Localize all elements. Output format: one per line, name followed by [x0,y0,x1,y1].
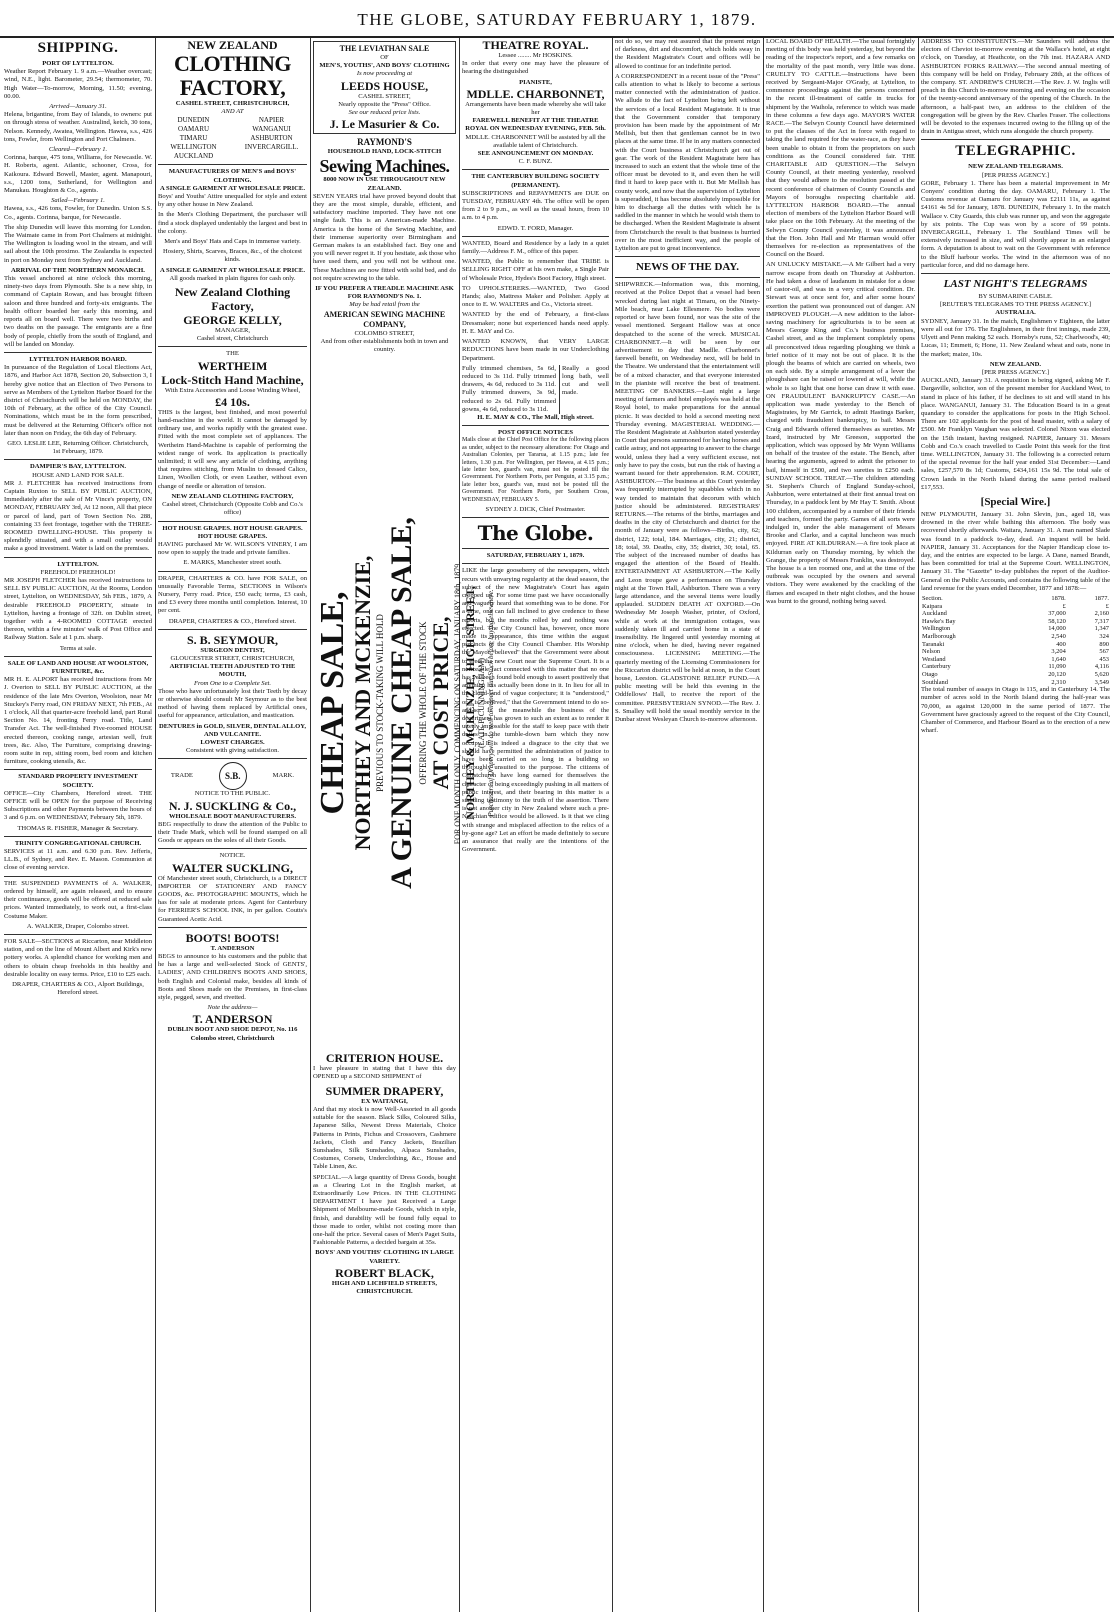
land-revenue-table [921,595,1110,686]
really-text: Really a good long bath, well cut and well made. [559,365,609,414]
see-announcement: SEE ANNOUNCEMENT ON MONDAY. [477,150,594,158]
table-cell: 400 [1056,640,1066,648]
table-cell: 567 [1099,648,1109,656]
see-lists: See our reduced price lists. [348,109,421,117]
prefer-text: IF YOU PREFER A TREADLE MACHINE ASK FOR RAYMOND'S No. 1. [315,285,454,301]
table-row [921,641,1110,649]
cheap-sale-heading: CHEAP SALE, [314,591,351,815]
separator [462,563,609,564]
ready-text: In the Men's Clothing Department, the purchaser will find a stock displayed undeniably the largest and best in the colony. [158,211,307,235]
table-cell: Taranaki [922,640,945,648]
raymond-heading: RAYMOND'S [357,137,412,148]
separator [4,769,152,770]
separator [158,571,307,572]
purchasers-text: Purchasers of Drapery will do well to inspect our Stock before buying elsewhere. [487,589,495,817]
table-header-row [921,595,1110,603]
single-garment: A SINGLE GARMENT AT WHOLESALE PRICE. [160,184,305,192]
town: NAPIER [258,116,285,125]
freehold-text: MR JOSEPH FLETCHER has received instructions to SELL BY PUBLIC AUCTION, At the Rooms, London street, Lyttelton, on WEDNESDAY, 5th FEB., 1879, A desirable FREEHOLD PROPERTY, situate in Lyttelton, having a frontage of 32ft. on Dublin street, together with a 4-ROOMED COTTAGE erected thereon, within a few minutes' walk of Post Office and Railway Station. Sale at 1 p.m. sharp. [4,576,152,642]
offering-text: OFFERING THE WHOLE OF THE STOCK [418,621,428,785]
arrived-text: Helena, brigantine, from Bay of Islands, to owners: put on through stress of weather. Australind, ketch, 30 tons, Nelson. Kennedy, Awatea, Wellington. Hawea, s.s., 426 tons, Fowler, from Wellington and Port Chalmers. [4,111,152,143]
criterion-text: I have pleasure in stating that I have this day OPENED up a SECOND SHIPMENT of [313,1065,456,1081]
masurier-name: J. Le Masurier & Co. [329,117,440,132]
mark-label: MARK. [272,772,295,780]
table-cell: 5,620 [1094,670,1109,678]
table-cell: 58,120 [1048,617,1066,625]
seymour-heading: S. B. SEYMOUR, [186,632,278,647]
genuine-heading: A GENUINE CHEAP SALE, [385,517,418,889]
sections-text: FOR SALE—SECTIONS at Riccarton, near Middleton station, and on the line of Mount Albert and Kirk's new pottery works. A splendid chance for working men and others to obtain cheap freeholds in this healthy and desirable locality on easy terms. Price, £10 to £25 each. [4,937,152,978]
table-header-cell: 1877. [1094,594,1109,602]
leader-continued: not do so, we may rest assured that the present reign of darkness, dirt and discomfort, which holds sway in the Resident Magistrate's Court and offices will be allowed to continue for an indefinite period. [615,38,760,70]
telegraphic-heading: TELEGRAPHIC. [955,143,1076,160]
last-night-heading: LAST NIGHT'S TELEGRAMS [943,278,1088,291]
kelly-name: GEORGE KELLY, [183,313,282,328]
separator [4,459,152,460]
leviathan-heading: THE LEVIATHAN SALE [339,44,430,53]
table-cell: 3,549 [1094,678,1109,686]
agents-text: And from other establishments both in town and country. [320,337,449,354]
globe-masthead: The Globe. [477,521,594,546]
table-row [921,618,1110,626]
news-text-3: AN UNLUCKY MISTAKE.—A Mr Gilbert had a very narrow escape from death on Thursday at Ashburton. He had taken a dose of laudanum in mistake for a dose of castor-oil, and was in a very critical condition. Dr. Stewart was at once sent for, and after some hours' exertion the patient was pronounced out of danger. AN IMPROVED PLOUGH.—A new addition to the labor-saving machinery for agriculturists is to be seen at Messrs George King and Co.'s business premises, Cashel street, and as the implement completely opens all preconceived ideas regarding ploughing we think a brief notice of it may not be out of place. It is the plough the beams of which are carried on wheels, two on each side. By a simple arrangement of a lever the ploughshare can be raised or lowered at will, while the whole is so light that one horse can draw it with ease. ON FRAUDULENT BANKRUPTCY CASE.—An application was made yesterday to the Bench of Magistrates, by Mr Garrick, to admit Hastings Barker, charged with fraudulent bankruptcy, to bail. Messrs Craig and Edwards offered themselves as sureties. Mr Izard, instructed by Mr Greeson, supported the application, which was opposed by Mr Wynn Williams on behalf of the trustee of the estate. The Bench, after hearing the arguments, agreed to admit the prisoner to bail, himself in £500, and two sureties in £250 each. SUNDAY SCHOOL TREAT.—The children attending St. Stephen's Church of England Sunday-school, Ashburton, were entertained at their first annual treat on Thursday, in a paddock lent by Mr Hay T. Smith. About 100 children, accompanied by a number of their friends and teachers, formed the party. Games of all sorts were indulged in, under the able management of Messrs Brooke and Clarke, and a capital luncheon was much enjoyed. FIRE AT KILDURRAN.—A fire took place at Kildurran early on Thursday morning, by which the Grange, the property of Messrs Franklin, was destroyed. The house is a ten roomed one, and at the time of the outbreak was occupied by the owners and several visitors. They were awakened by the crackling of the flames and escaped in their night clothes, and the house was burnt to the ground, nothing being saved. [766,261,915,605]
weather-report: Weather Report February 1. 9 a.m.—Weather overcast; wind, N.E., light. Barometer, 29.54; thermometer, 70. High Water—To-morrow, Morning, 11.50; evening, 00.00. [4,68,152,100]
dampier-sub: HOUSE AND LAND FOR SALE. [32,471,124,479]
column-rule [310,38,311,1612]
pianiste-text: PIANISTE, [519,78,552,86]
separator [615,277,760,278]
freehold-heading: FREEHOLD! FREEHOLD! [40,568,116,576]
column-rule [918,38,919,1612]
column-rule [612,38,613,1612]
boots-text: BEGS to announce to his customers and the public that he has a large and well-selected Stock of GENTS', LADIES', AND CHILDREN'S BOOTS AND SHOES, both English and Colonial make, besides all kinds of Boots and Shoes made on the Premises, in first-class style, pegged, sewn, and rivetted. [158,953,307,1002]
colombo-street: COLOMBO STREET, [354,329,415,337]
building-text: OFFICE—City Chambers, Hereford street. THE OFFICE will be OPEN for the purpose of Receiving Subscriptions and other Payments between the hours of 3 and 6 p.m. on WEDNESDAY, February 5th, 1879. [4,789,152,822]
boots-heading: BOOTS! BOOTS! [185,930,280,945]
nz-telegrams-heading: NEW ZEALAND TELEGRAMS. [968,163,1063,171]
table-cell: Marlborough [922,632,956,640]
special-text: SPECIAL.—A large quantity of Dress Goods, bought as a Clearing Lot in the English market, at Extraordinarily Low Prices. IN THE CLOTHING DEPARTMENT I have just Received a Large Shipment of Melbourne-made Goods, which in style, finish, and durability will be found fully equal to those made to order, whilst not costing more than one-half the price. Several cases of Men's Paget Suits, Fashionable Patterns, a decided bargain at 35s. [313,1173,456,1247]
separator [615,256,760,257]
town: TIMARU [179,134,208,143]
ex-waitangi: EX WAITANGI, [361,1097,408,1105]
table-cell: 324 [1099,632,1109,640]
grapes-sign: E. MARKS, Manchester street south. [183,559,282,567]
news-of-the-day-heading: NEWS OF THE DAY. [635,261,740,274]
separator [158,164,307,165]
cleared-heading: Cleared—February 1. [48,146,108,154]
separator [921,273,1110,274]
leader-text: LIKE the large gooseberry of the newspapers, which recurs with unvarying regularity at the dead season, the subject of the new Magistrate's Court has again cropped up. For some time past we have occasionally and vaguely heard that something was to be done. For a time, one can fall inclined to give credence to these reports, but the months rolled by and nothing was effected. The City Council has, however, once more made its appearance, this time within the august precincts of the City Council Chamber. His Worship the Mayor "believed" that the Government were about to erect the new Court near the Supreme Court. It is a noticeable fact connected with this matter that no one has yet been found bold enough to assert positively that anything has actually been done in it. In lieu for all in the cloud-land of vague conjecture; it is "understood," or it is "believed," that the Government intend to do so-and-so. In the meanwhile the business of the department has grown to such an extent as to render it utterly impossible for the staff to keep pace with their duties in the tumble-down barn which they now occupy. It is indeed a disgrace to the city that we should have permitted the administration of justice to have been carried on so long in a building so thoroughly unsuited to the purpose. The citizens of Christchurch have long earned for themselves the character of being exceedingly pushing in all matters of public interest, and their bearing in this matter is a standing testimony to the truth of the assertion. There is not another city in New Zealand where such a pre-Noachian edifice would be allowed. Is it that we cling with strange and misplaced affection to the relics of a by-gone age? Let an effort be made definitely to secure an assurance that really are the intentions of the Government. [462,567,609,854]
separator [4,876,152,877]
lockstitch-heading: Lock-Stitch Hand Machine, [161,372,304,387]
column-1 [4,38,152,1612]
separator [158,346,307,347]
assisted-text: MDLLE. CHARBONNET Will be assisted by all the available talent of Christchurch. [465,133,606,149]
suspended-text: THE SUSPENDED PAYMENTS of A. WALKER, ordered by himself, are again released, and to ensure their continuance, goods will be offered at reduced sale prices. Wanted immediately, to work out, a first-class Costume Maker. [4,879,152,920]
table-cell: Auckland [922,610,947,618]
table-cell: Nelson [922,648,941,656]
cashel-street: CASHEL STREET, [358,92,411,100]
nzcf2-heading: NEW ZEALAND CLOTHING FACTORY, [171,492,294,500]
nzcf-heading: New Zealand Clothing Factory, [174,285,291,314]
table-cell: 1,640 [1051,655,1066,663]
separator [4,836,152,837]
trade-mark-stamp: S.B. [219,762,247,790]
separator [4,557,152,558]
news-text-2: LOCAL BOARD OF HEALTH.—The usual fortnightly meeting of this body was held yesterday, but beyond the reading of the inspector's report, and a few remarks on the mortality of the past month, very little was done. CRUELTY TO CATTLE.—Instructions have been received by Sergeant-Major O'Grady, at Lyttelton, to commence proceedings against the persons concerned in the recent ill-treatment of cattle in trucks for shipment by the Waihola, reference to which was made in these columns a few days ago. MAYOR'S WATER RACE.—The Selwyn County Council have determined to put the clauses of the Act in force with regard to taking the land required for the water-race, as they have been unable to obtain it from the proprietors on such conditions as the Council considered fair. THE CHARITABLE AID QUESTION.—The Selwyn County Council, at their meeting yesterday, resolved that they would adhere to the resolution passed at the recent conference of chairmen of County Councils and Mayors of boroughs respecting charitable aid. LYTTELTON HARBOR BOARD.—The annual election of members of the Lyttelton Harbor Board will take place on the 10th February. At the meeting of the Selwyn County Council yesterday, it was announced that the Hon. John Hall and Mr Harman would offer themselves for re-election as representatives of the Council on the Board. [766,38,915,259]
table-cell: 2,160 [1094,610,1109,618]
post-office-heading: POST OFFICE NOTICES [498,429,573,437]
arrival-text: This vessel anchored at nine o'clock this morning, ninety-two days from Plymouth. She is a new ship, in command of Captain Rowan, and has brought fifteen saloon and three hundred and forty-six emigrants. The health officer boarded her early this morning, and reports all on board well. There were two births and two deaths on the passage. The emigrants are a fine body of people, chiefly from the south of England, and will be landed on Monday. [4,275,152,348]
shipping-heading: SHIPPING. [37,40,119,56]
black-name: ROBERT BLACK, [335,1265,434,1280]
post-office-sign: SYDNEY J. DICK, Chief Postmaster. [485,505,586,513]
lowest-charges: LOWEST CHARGES. [200,738,265,746]
separator [462,548,609,549]
wheel-text: With Extra Accessories and Loose Winding Wheel, [164,386,301,394]
news-text-4: ADDRESS TO CONSTITUENTS.—Mr Saunders will address the electors of Cheviot to-morrow evening at the Wallace's hotel, at eight o'clock, on Tuesday, at Heathcote, on the 7th inst. HAZARA AND ASHBURTON FORKS RAILWAY.—The second annual meeting of this company will be held on Friday, February 28th, at the offices of the company. ST. ANDREW'S CHURCH.—The Rev. J. W. Inglis will preach in this Church to-morrow morning and evening on the occasion of the twenty-second anniversary of the opening of the Church. In the afternoon, a half-past two, an address to the children of the congregation will be given by the Rev. Charles Fraser. The collections will be devoted to the expenses incurred owing to the filling up of the drain in Antigua street, which runs alongside the church property. [921,38,1110,136]
nm-address: NORTHEY & MCKENZIE, HIGH STREET, [463,586,477,820]
table-cell: Westland [922,655,946,663]
american-company: AMERICAN SEWING MACHINE COMPANY, [323,309,446,329]
table-row [921,679,1110,687]
press-agency: [PER PRESS AGENCY.] [981,171,1050,179]
suckling-text: BEG respectfully to draw the attention of the Public to their Trade Mark, which will be found stamped on all Goods or appears on the soles of all their Goods. [158,820,307,845]
masthead-title: THE GLOBE, SATURDAY FEBRUARY 1, 1879. [357,10,757,29]
separator [921,139,1110,140]
table-cell: 453 [1099,655,1109,663]
table-cell: £ [1062,602,1066,610]
sections-sign: DRAPER, CHARTERS & CO., Alport Buildings, Hereford street. [12,980,144,997]
separator [462,517,609,518]
chemises-list: Fully trimmed chemises, 5s 6d, reduced to 3s 11d. Fully trimmed drawers, 4s 6d, reduced to 3s 11d. Fully trimmed drawers, 3s 9d, reduced to 2s 6d. Fully trimmed gowns, 4s 6d, reduced to 3s 11d. [462,364,556,413]
dentist-title: SURGEON DENTIST, [200,646,265,654]
suspended-sign: A. WALKER, Draper, Colombo street. [26,922,130,930]
dampier-text: MR J. FLETCHER has received instructions from Captain Ruxton to SELL BY PUBLIC AUCTION, Immediately after the sale of Mr Vince's property, ON MONDAY, FEBRUARY 3rd, At 12 noon, All that piece or parcel of land, part of Town Section No. 288, containing 33 feet frontage, together with the THREE-ROOMED DWELLING-HOUSE. This property is splendidly situated, and with a small outlay would make a good investment. Water is laid on the premises. [4,479,152,553]
sailed-heading: Sailed—February 1. [51,197,105,205]
anderson-name: T. ANDERSON [210,944,255,952]
town: ASHBURTON [250,134,293,143]
draper-sign: DRAPER, CHARTERS & CO., Hereford street. [168,617,297,625]
building-society-heading: THE CANTERBURY BUILDING SOCIETY (PERMANENT). [471,173,600,189]
reuter-note: [REUTER'S TELEGRAMS TO THE PRESS AGENCY.] [939,301,1092,309]
table-cell: Hawke's Bay [922,617,956,625]
correspondent-text: A CORRESPONDENT in a recent issue of the "Press" calls attention to what is likely to become a serious matter connected with the administration of justice. We allude to the fact of Lyttelton being left without the services of a local Resident Magistrate. It is true that the Government consider that temporary provision has been made by the appointment of Mr Mellish, but then that gentleman cannot be in two places at the same time. If he in any matters connected with the Court business at Christchurch get out of gear. The work of the Resident Magistrate here has increased to such an extent that the whole time of the officer must be devoted to it, and even then he will find it hard to keep pace with it. But Mr Mellish has county work, and now that the supervision of Lyttelton is superadded, it has become absolutely impossible for him to discharge all the duties with which he is saddled in the manner in which he would wish them to be discharged. When the Resident Magistrate is absent from Christchurch the result is that business is hurried over in the most inefficient way, and the people of Lyttelton are put to great inconvenience. [615,72,760,253]
cleared-text: Corinna, barque, 475 tons, Williams, for Newcastle. W. H. Roberts, agent. Atlantic, schooner, Cross, for Kaikoura. Edward Bowell, Master, agent. Manapouri, s.s., 1200 tons, Sutherland, for Wellington and Manukau. Houghton & Co., agents. [4,154,152,195]
table-cell: Wellington [922,625,951,633]
dentist-text: Those who have unfortunately lost their Teeth by decay or otherwise should consult Mr Seymour as to the best method of having them replaced by Artificial ones, useful for appearance, articulation, and mastication. [158,687,307,720]
wanted-5: WANTED KNOWN, that VERY LARGE REDUCTIONS have been made in our Underclothing Department. [462,338,609,362]
table-cell: 20,120 [1048,670,1066,678]
artificial-teeth: ARTIFICIAL TEETH ADJUSTED TO THE MOUTH, [169,663,296,679]
anderson-name-2: T. ANDERSON [192,1012,273,1027]
suckling-sub: WHOLESALE BOOT MANUFACTURERS. [168,812,297,820]
australia-heading: AUSTRALIA. [995,309,1036,317]
wertheim-price: £4 10s. [215,394,250,409]
summer-drapery: SUMMER DRAPERY, [325,1083,444,1098]
port-heading: PORT OF LYTTELTON. [42,60,114,67]
clothing-factory-heading: CLOTHING FACTORY, [173,51,292,100]
trade-mark-row [158,762,307,790]
telegrams-text-2: The total number of assays in Otago is 115, and in Canterbury 14. The number of acres sold in the North Island during the half-year was 70,000, as against 120,000 in the same period of 1877. The Government have graciously agreed to the request of the City Council, Chamber of Commerce, and Harbour Board as to the erection of a new wharf. [921,686,1110,735]
address-note: Note the address— [207,1004,258,1012]
table-cell: Southland [922,678,948,686]
separator [462,169,609,170]
column-6 [766,38,915,1612]
harbour-sign: GEO. LESLIE LEE, Returning Officer. Christchurch, 1st February, 1879. [7,439,149,456]
order-text: In order that every one may have the pleasure of hearing the distinguished [462,60,609,76]
table-header-cell: 1878. [1051,594,1066,602]
late-text: (LATE P. CUNNINGHAM) [477,658,486,748]
special-wire-heading: [Special Wire.] [980,495,1051,508]
separator [158,927,307,928]
manager-title: MANAGER, [215,327,250,335]
in-use-text: 8000 NOW IN USE THROUGHOUT NEW ZEALAND. [323,176,446,192]
notice-public: NOTICE TO THE PUBLIC. [194,790,271,798]
table-cell: 37,000 [1048,610,1066,618]
table-cell: 2,310 [1051,678,1066,686]
separator [158,521,307,522]
criterion-text-2: And that my stock is now Well-Assorted in all goods suitable for the season. Black Silks, Coloured Silks, Japanese Silks, Newest Dress Materials, Choice Patterns in Prints, Fichus and Crossovers, Cashmere Jackets, Cloth and Fancy Jackets, Brazilian Sunshades, Silk Sunshades, Alpaca Sunshades, Costumes, Corsets, Underclothing, &c., House and Table Linen, &c. [313,1105,456,1171]
theatre-heading: THEATRE ROYAL. [482,38,589,52]
masthead [0,0,1114,38]
nzcf2-address: Cashel street, Christchurch (Opposite Cobb and Co.'s office) [162,501,303,517]
household-heading: HOUSEHOLD HAND, LOCK-STITCH [327,148,442,156]
table-cell: 890 [1099,640,1109,648]
dentist-from: From One to a Complete Set. [193,679,272,687]
arrival-heading: ARRIVAL OF THE NORTHERN MONARCH. [11,266,145,274]
raymond-text: SEVEN YEARS trial have proved beyond doubt that they are the most simple, durable, efficient, and satisfactory machine imported. They have not one single fault. This is an American-made Machine. America is the home of the Sewing Machine, and their immense superiority over Birmingham and German makes is an established fact. Buy one and you will never regret it. If you hesitate, ask those who have used them, and you will not be without one. These Machines are now fitted with solid bed, and do not require screwing to the table. [313,192,456,282]
dampier-heading: DAMPIER'S BAY, LYTTELTON. [29,463,126,471]
criterion-heading: CRITERION HOUSE. [325,1051,444,1066]
table-cell: 3,204 [1051,648,1066,656]
terms-text: Terms at sale. [59,644,97,652]
suckling-heading: N. J. SUCKLING & Co., [168,798,297,813]
factory-street: CASHEL STREET, CHRISTCHURCH, [175,100,290,107]
town: WELLINGTON [170,143,217,152]
column-rule [155,38,156,1612]
separator [4,352,152,353]
month-text: FOR ONE MONTH ONLY, COMMENCING ON SATURDAY, JANUARY 18th, 1879. [453,561,462,845]
trinity-text: SERVICES at 11 a.m. and 6.30 p.m. Rev. Jefferis, LL.B., of Sydney, and Rev. E. Mason. Communion at close of evening service. [4,848,152,872]
and-at: AND AT [221,108,244,116]
table-row [921,633,1110,641]
harbour-text: In pursuance of the Regulation of Local Elections Act, 1876, and Harbor Act 1878, Section 20, Subsection 3, I hereby give notice that an Election of Two Persons to serve as Members of the Lyttelton Harbor Board for the district of Christchurch will be held on MONDAY, the 10th of February, at the office of the City Council. Nominations, which must be in the form prescribed, must be delivered at the Returning Officer's office not later than noon on Friday, the 6th day of February. [4,364,152,437]
table-row [921,648,1110,656]
dentist-address: GLOUCESTER STREET, CHRISTCHURCH, [170,654,295,662]
separator [4,656,152,657]
may-co-sign: H. E. MAY & CO., The Mall, High street. [477,413,594,421]
may-be-had: May be had retail from the [349,301,420,309]
mfg-text: MANUFACTURERS OF MEN'S and BOYS' CLOTHING. [168,168,297,184]
wertheim-heading: WERTHEIM [197,358,268,373]
table-cell: 11,090 [1048,663,1066,671]
ford-sign: EDWD. T. FORD, Manager. [497,224,574,232]
separator [4,934,152,935]
telegrams-text: GORE, February 1. There has been a material improvement in Mr Conyers' condition during the day. OAMARU, February 1. The Customs revenue at Oamaru for January was £2111 11s, as against £4161 4s 5d for January, 1878. DUNEDIN, February 1. In the match Wallace v. City Guards, this club was runner up, and won the aggregate by six points. The Cup was won by a score of 99 points. INVERCARGILL, February 1. The Southland Times will be extensively increased in size, and will shortly appear in an enlarged form. A deputation is about to wait on the Government with reference to the Bluff harbour works. The wind in the afternoon was of no particular force, and did no damage here. [921,179,1110,269]
column-4 [462,38,609,1612]
woolston-text: MR H. E. ALPORT has received instructions from Mr J. Overton to SELL BY PUBLIC AUCTION, at the residence of the late Mrs Overton, Woolston, near Mr Stuckey's Ferry road, ON FRIDAY NEXT, 7th FEB., At 1 o'clock, All that quarter-acre freehold land, part Rural Section No. 14, fronting Ferry road. Title, Land Transfer Act. The well-finished Five-roomed HOUSE erected thereon, cooking range, artesian well, fruit trees, &c. Also, The Furniture, comprising drawing-room suite in rep, sitting room, bed room and kitchen furniture, cooking utensils, &c. [4,676,152,766]
column-rule [763,38,764,1612]
hats-text: Men's and Boys' Hats and Caps in immense variety. [164,238,301,246]
table-row [921,603,1110,611]
high-street: HIGH AND LICHFIELD STREETS, CHRISTCHURCH. [331,1279,438,1295]
column-2 [158,38,307,1612]
subscriptions-text: SUBSCRIPTIONS and REPAYMENTS are DUE on TUESDAY, FEBRUARY 4th. The office will be open from 2 to 9 p.m., as well as the usual hours, from 10 a.m. to 4 p.m. [462,189,609,222]
building-heading: STANDARD PROPERTY INVESTMENT SOCIETY. [18,773,138,789]
grapes-heading: HOT HOUSE GRAPES. HOT HOUSE GRAPES. HOT HOUSE GRAPES. [162,524,303,540]
column-5 [615,38,760,1612]
nz-heading: NEW ZEALAND [187,38,278,52]
separator [158,758,307,759]
trade-label: TRADE [170,772,193,780]
mens-clothing: MEN'S, YOUTHS', AND BOYS' CLOTHING [319,62,450,70]
australia-text: SYDNEY, January 31. In the match, Englishmen v Eighteen, the latter were all out for 176. The Englishmen, in their first innings, made 239, Ulyett and Penn making 52 each. Hornsby's runs, 52; Charlwood's, 40; Lucas, 11; Emmett, 6; Hone, 11. New Zealand wheat and oats, none in the market; maize, 10s. [921,317,1110,358]
table-row [921,671,1110,679]
table-cell: 2,540 [1051,632,1066,640]
separator [158,848,307,849]
building-sign: THOMAS R. FISHER, Manager & Secretary. [17,824,139,832]
table-row [921,610,1110,618]
opposite-text: Nearly opposite the "Press" Office. [338,100,431,108]
table-header-cell: Section. [922,594,943,602]
walter-text: Of Manchester street south, Christchurch, is a DIRECT IMPORTER OF STATIONERY AND FANCY GOODS, &c. PHOTOGRAPHIC MOUNTS, which he has for sale at moderate prices. Agent for Canterbury for FERRIER'S SCHOOL INK, in per gallon. Coutts's Guaranteed Acetic Acid. [158,874,307,923]
draper-text: DRAPER, CHARTERS & CO. have FOR SALE, on unusually Favorable Terms, SECTIONS in Wilson's Nursery, Ferry road. Price, £50 each; terms, £3 cash, and £3 every three months until completion. Interest, 10 per cent. [158,574,307,615]
table-cell: 14,000 [1048,625,1066,633]
separator [158,629,307,630]
wanted-4: WANTED by the end of February, a first-class Dressmaker; none but experienced hands need apply. H. E. MAY and Co. [462,311,609,335]
arrived-heading: Arrived—January 31. [49,103,107,111]
boys-clothing: BOYS' AND YOUTHS' CLOTHING IN LARGE VARIETY. [315,1249,454,1265]
column-7 [921,38,1110,1612]
table-cell: 7,317 [1094,617,1109,625]
table-row [921,663,1110,671]
dentures-text: DENTURES in GOLD, SILVER, DENTAL ALLOY, AND VULCANITE. [158,722,307,738]
submarine-heading: BY SUBMARINE CABLE. [978,293,1053,301]
nz-agency-2: [PER PRESS AGENCY.] [981,368,1050,376]
table-row [921,656,1110,664]
table-cell: Otago [922,670,938,678]
cheap-sale-ad [313,360,495,1050]
leeds-heading: LEEDS HOUSE, [340,78,429,93]
factory-address: Cashel street, Christchurch [196,335,269,343]
wanted-3: TO UPHOLSTERERS.—WANTED, Two Good Hands; also, Mattress Maker and Polisher. Apply at once to E. W. WALTERS and Co., Victoria street. [462,284,609,309]
town: INVERCARGILL. [244,143,299,152]
nz-text-2: AUCKLAND, January 31. A requisition is being signed, asking Mr F. Dargaville, solicitor, son of the present member for Auckland West, to stand in place of his father, if he declines to sit and will stand in his place. WANGANUI, January 31. The Education Board is in a great quandary to consider the applications for posts in the High School. There are 102 applicants for the post of head master, with a salary of £500. Mr Franklyn Vaughan was selected. Colonel Nixon was elected on the 15th instant, having resigned. NAPIER, January 31. Messrs Cobb and Co.'s coach travelled to Castle Point this week for the first time. WELLINGTON, January 31. The following is a corrected return of the special revenue for the half year ended 31st December:—Land sales, £257,570 8s 1d; Customs, £434,161 15s 9d. The total sale of Crown lands in the North Island during the same period realised £17,553. [921,377,1110,491]
lyttelton-heading: LYTTELTON. [57,560,99,568]
trinity-heading: TRINITY CONGREGATIONAL CHURCH. [14,839,142,847]
separator [462,236,609,237]
table-cell: 4,116 [1094,663,1109,671]
wanted-2: WANTED, the Public to remember that TRIBE is SELLING RIGHT OFF at his own make, a Single Pair of Wholesale Price, Hydes's Boot Factory, High street. [462,258,609,282]
shipping-news: The ship Dunedin will leave this morning for London. The Waimate came in from Port Chalmers at midnight. The Wellington is loading wool in the stream, and will sail about the 10th proximo. The Zealandia is expected in port on Monday next from Sydney and Auckland. [4,223,152,264]
wanted-1: WANTED, Board and Residence by a lady in a quiet family.—Address F. M., office of this paper. [462,239,609,256]
bunz-sign: C. F. BUNZ. [518,158,553,166]
town: WANGANUI [252,125,291,134]
northey-heading: NORTHEY AND MCKENZIE, [350,555,375,851]
single-garment-2: A SINGLE GARMENT AT WHOLESALE PRICE. [160,266,305,274]
arranged-text: Arrangements have been made whereby she will take her [465,100,606,117]
nz-heading-2: NEW ZEALAND. [989,360,1042,368]
separator [462,425,609,426]
town: AUCKLAND [173,152,214,161]
the-text: THE [226,350,239,358]
table-cell: Kaipara [922,602,943,610]
news-text: SHIPWRECK.—Information was, this morning, received at the Police Depot that a vessel had been wrecked during last night at Timaru, on the Ninety-Mile beach, near Lake Ellesmere. No bodies were reported or have been found, nor was the site of the vessel mentioned. Sergeant Hallow was at once despatched to the scene of the wreck. MUSICAL CHARBONNET.—It will be seen by our advertisement to day that Madlle. Charbonnet's farewell benefit, on Wednesday next, will be held in the Theatre. We understand that the entertainment will be of a mixed character, and that everyone interested in the pianiste will receive the best of treatment. MEETING OF BANKERS.—Last night a large meeting of farmers and hotel employés was held at the Royal hotel, to make preparations for the annual picnic. It was decided to hold a second meeting next Thursday evening. MAGISTERIAL WEDDING.—The Resident Magistrate at Ashburton stated yesterday in Court that persons summoned for having horses and cattle astray, and not appearing to answer to the charge would, unless they had a very sufficient excuse, not only have to pay the costs, but run the risk of having a warrant issued for their apprehension. R.M. COURT, ASHBURTON.—The business at this Court yesterday was frequently interrupted by squabbles which in no way tended to maintain that decorum with which justice should be administered. REGISTRARS' RETURNS.—The returns of the births, marriages and deaths in the city of Christchurch and district for the month of January were as follows—Births, city, 62; district, 122; total, 184. Marriages, city, 21; district, 18; total, 39. Deaths, city, 35; district, 30; total, 65. The subject of the increased number of deaths has engaged the attention of the Board of Health. ENTERTAINMENT AT ASHBURTON.—The Kelly and Leon troupe gave a performance on Thursday night at the Town Hall, Ashburton. There was a very large attendance, and the several items were loudly applauded. SUDDEN DEATH AT OXFORD.—On Wednesday Mr Joseph Washer, printer, of Oxford, while at work at the immigration cottages, was suddenly taken ill and carried home in a state of insensibility. He lingered until yesterday morning at nine o'clock, when he died, having never regained consciousness. LICENSING MEETING.—The quarterly meeting of the Licensing Commissioners for the Riccarton district will be held at noon, in the Court house, Leeston. GLADSTONE RELIEF FUND.—A public meeting will be held this evening in the Oddfellows' Hall, to receive the report of the committee. PRESBYTERIAN SYNOD.—The Rev. J. S. Smalley will hold the usual monthly service in the Dunbar street Wesleyan Church to-morrow afternoon. [615,281,760,724]
table-cell: £ [1105,602,1109,610]
woolston-heading: SALE OF LAND AND HOUSE AT WOOLSTON, FURNITURE, &c. [7,659,149,676]
marked-text: All goods marked in plain figures for cash only. [169,274,296,282]
town: OAMARU [177,125,210,134]
town-list [158,116,307,161]
farewell-text: FAREWELL BENEFIT AT THE THEATRE ROYAL ON WEDNESDAY EVENING, FEB. 5th. [465,117,606,133]
chemises-box [462,365,609,414]
grapes-text: HAVING purchased Mr W. WILSON'S VINERY, I am now open to supply the trade and private families. [158,540,307,557]
town: DUNEDIN [177,116,210,125]
hosiery-text: Hosiery, Shirts, Scarves, Braces, &c., of the choicest kinds. [163,248,302,264]
of-text: OF [380,54,389,61]
globe-date: SATURDAY, FEBRUARY 1, 1879. [486,552,585,560]
walter-heading: WALTER SUCKLING, [172,860,293,875]
charbonnet-heading: MDLLE. CHARBONNET, [466,86,605,101]
leviathan-ad [313,41,456,134]
depot-address: DUBLIN BOOT AND SHOE DEPOT, No. 116 Colombo street, Christchurch [167,1026,298,1042]
wertheim-text: THIS is the largest, best finished, and most powerful hand-machine in the world. It cannot be damaged by ordinary use, and works rapidly with the greatest ease. Fitted with the most complete set of appliances. The Wertheim Hand-Machine is capable of performing the widest range of work. Its application is practically unlimited; it will sew any article of clothing, anything that requires stitching, from Muslin to dressed Calico, Linen, Woollen Cloth, or even Leather, without even change of needle or alteration of tension. [158,408,307,490]
lessee-text: Lessee ........ Mr HOSKINS. [498,52,573,59]
harbour-heading: LYTTELTON HARBOR BOARD. [29,355,127,363]
previous-text: PREVIOUS TO STOCK-TAKING WILL HOLD [375,614,385,792]
boys-text: Boys' and Youths' Attire unequalled for style and extent by any other house in New Zealand. [158,193,307,209]
table-cell: Canterbury [922,663,951,671]
special-wire-text: NEW PLYMOUTH, January 31. John Slevin, jun., aged 18, was drowned in the river while bathing this afternoon. The body was recovered shortly afterwards. Waitara, January 31. A man named Slade was found in a paddock to-day, dead. An inquest will be held. NAPIER, January 31. Acceptances for the Napier Handicap close to-day, and the entries are expected to be large. A Dane, named Brandt, has been committed for trial at the Supreme Court. WELLINGTON, January 31. The "Gazette" to-day publishes the report of the Auditor-General on the Public Accounts, and contains the following table of the land revenue for the years ended December, 1877 and 1878:— [921,510,1110,592]
table-cell: 1,347 [1094,625,1109,633]
consistent-text: Consistent with giving satisfaction. [185,747,280,755]
post-office-text: Mails close at the Chief Post Office for the following places as under, subject to the necessary alterations: For Otago and Australian Colonies, per Tararua, at 1.15 p.m.; late fee letters, 1.30 p.m. For Wellington, per Hawea, at 4.15 p.m.; late letter box, guard's van, must not be posted till the Government. For Northern Ports, per Penguin, at 3.15 p.m.; late letter box, guard's van, must not be posted till the Government. For Northern Ports, per Southern Cross, WEDNESDAY, FEBRUARY 5. [462,437,609,503]
table-row [921,625,1110,633]
sailed-text: Hawea, s.s., 426 tons, Fowler, for Dunedin. Union S.S. Co., agents. Corinna, barque, for Newcastle. [4,205,152,221]
progress-text: Is now proceeding at [356,70,413,78]
notice-heading: NOTICE. [219,852,246,860]
cost-heading: AT COST PRICE, [428,616,453,790]
sewing-heading: Sewing Machines. [319,156,450,177]
